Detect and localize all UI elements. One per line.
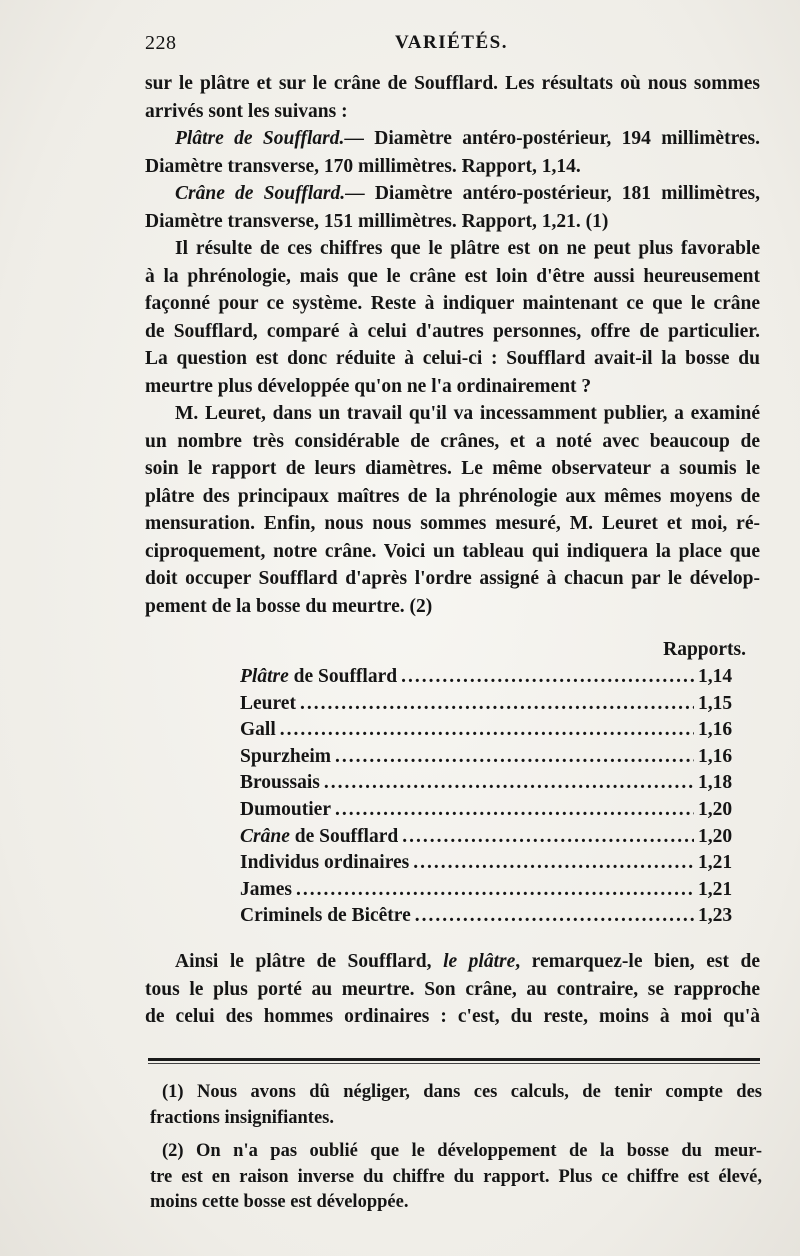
text-line: (1) Nous avons dû négliger, dans ces calculs, de tenir compte des bbox=[162, 1082, 762, 1102]
table-row bbox=[240, 850, 750, 877]
row-ratio-value: 1,18 bbox=[698, 772, 733, 794]
row-name-text: de Soufflard bbox=[288, 666, 398, 687]
row-name-text: Criminels de Bicêtre bbox=[240, 905, 411, 927]
footnote-rule-thin bbox=[148, 1063, 760, 1064]
body-text bbox=[145, 70, 760, 620]
text-line: sur le plâtre et sur le crâne de Soufflard. Les résultats où nous sommes bbox=[145, 73, 760, 94]
text-line: La question est donc réduite à celui-ci : Soufflard avait-il la bosse du bbox=[145, 348, 760, 369]
row-name bbox=[240, 770, 320, 797]
text-line: un nombre très considérable de crânes, et a noté avec beaucoup de bbox=[145, 430, 760, 452]
row-name bbox=[240, 664, 397, 691]
text-line bbox=[145, 180, 760, 208]
row-name-text: Broussais bbox=[240, 772, 320, 794]
footnote-1 bbox=[150, 1080, 762, 1131]
text-line: (2) On n'a pas oublié que le développement de la bosse du meur- bbox=[162, 1141, 762, 1161]
dot-leader bbox=[413, 850, 694, 877]
table-row bbox=[240, 797, 750, 824]
table-row bbox=[240, 717, 750, 744]
row-ratio-value: 1,21 bbox=[698, 878, 733, 900]
paragraph-leuret bbox=[145, 400, 760, 620]
row-name-text: Individus ordinaires bbox=[240, 852, 410, 874]
dot-leader bbox=[280, 717, 694, 744]
row-name bbox=[240, 877, 292, 904]
page-header bbox=[145, 30, 760, 64]
table-row bbox=[240, 691, 750, 718]
measurement-label: Plâtre de Soufflard. bbox=[175, 128, 345, 149]
row-ratio-value: 1,16 bbox=[698, 719, 733, 741]
text-line: M. Leuret, dans un travail qu'il va incessamment publier, a examiné bbox=[175, 403, 760, 424]
text-line: de Soufflard, comparé à celui d'autres personnes, offre de particulier. bbox=[145, 320, 760, 342]
dot-leader bbox=[300, 691, 694, 718]
table-header: Rapports. bbox=[663, 639, 746, 660]
row-name-text: James bbox=[240, 878, 292, 900]
row-ratio-value: 1,15 bbox=[698, 692, 733, 714]
table-row bbox=[240, 877, 750, 904]
table-row bbox=[240, 744, 750, 771]
measurement-platre bbox=[145, 125, 760, 180]
row-name bbox=[240, 797, 331, 824]
measurement-text: — Diamètre antéro-postérieur, 181 millimètres, bbox=[345, 183, 760, 204]
text-line: pement de la bosse du meurtre. (2) bbox=[145, 595, 433, 617]
text-line: Diamètre transverse, 170 millimètres. Rapport, 1,14. bbox=[145, 155, 581, 177]
text-line: tous le plus porté au meurtre. Son crâne, au contraire, se rapproche bbox=[145, 978, 760, 1000]
table-body bbox=[240, 664, 750, 930]
row-ratio-value: 1,20 bbox=[698, 825, 733, 847]
dot-leader bbox=[401, 664, 694, 691]
text-line: à la phrénologie, mais que le crâne est loin d'être aussi heureusement bbox=[145, 265, 760, 287]
row-ratio-value: 1,20 bbox=[698, 798, 733, 820]
row-name bbox=[240, 824, 398, 851]
paragraph-intro bbox=[145, 70, 760, 125]
ratio-table bbox=[145, 636, 760, 930]
text-line: plâtre des principaux maîtres de la phrénologie aux mêmes moyens de bbox=[145, 485, 760, 507]
text-line bbox=[145, 948, 760, 976]
text-line: Diamètre transverse, 151 millimètres. Rapport, 1,21. (1) bbox=[145, 210, 609, 232]
row-ratio-value: 1,21 bbox=[698, 852, 733, 874]
row-ratio-value: 1,23 bbox=[698, 905, 733, 927]
text-line: moins cette bosse est développée. bbox=[150, 1192, 409, 1212]
measurement-crane bbox=[145, 180, 760, 235]
dot-leader bbox=[335, 744, 694, 771]
text-line bbox=[145, 125, 760, 153]
paragraph-analysis bbox=[145, 235, 760, 400]
footnotes bbox=[150, 1080, 762, 1216]
dot-leader bbox=[296, 877, 694, 904]
text-segment: , remarquez-le bien, est de bbox=[515, 951, 760, 972]
dot-leader bbox=[415, 903, 694, 930]
dot-leader bbox=[324, 770, 694, 797]
text-line: ciproquement, notre crâne. Voici un tableau qui indiquera la place que bbox=[145, 540, 760, 562]
dot-leader bbox=[335, 797, 694, 824]
text-line: de celui des hommes ordinaires : c'est, du reste, moins à moi qu'à bbox=[145, 1006, 760, 1027]
footnote-2 bbox=[150, 1139, 762, 1216]
row-name-text: Spurzheim bbox=[240, 745, 332, 767]
row-name bbox=[240, 903, 411, 930]
text-line: fractions insignifiantes. bbox=[150, 1107, 334, 1128]
table-row bbox=[240, 770, 750, 797]
page-number: 228 bbox=[145, 32, 177, 54]
row-name bbox=[240, 717, 276, 744]
row-name-text: de Soufflard bbox=[289, 825, 399, 847]
text-line: façonné pour ce système. Reste à indiquer maintenant ce que le crâne bbox=[145, 293, 760, 314]
row-name-text: Gall bbox=[240, 719, 276, 741]
row-ratio-value: 1,14 bbox=[698, 666, 733, 687]
measurement-label: Crâne de Soufflard. bbox=[175, 183, 346, 204]
text-line: doit occuper Soufflard d'après l'ordre assigné à chacun par le dévelop- bbox=[145, 568, 760, 589]
row-name-emphasis: Crâne bbox=[240, 825, 290, 847]
measurement-text: — Diamètre antéro-postérieur, 194 millimètres. bbox=[344, 128, 761, 149]
row-ratio-value: 1,16 bbox=[698, 745, 733, 767]
text-segment: Ainsi le plâtre de Soufflard, bbox=[175, 951, 444, 972]
row-name-text: Dumoutier bbox=[240, 798, 331, 820]
text-line: soin le rapport de leurs diamètres. Le même observateur a soumis le bbox=[145, 458, 760, 479]
row-name-emphasis: Plâtre bbox=[240, 666, 289, 687]
table-row bbox=[240, 824, 750, 851]
text-line: arrivés sont les suivans : bbox=[145, 100, 348, 122]
dot-leader bbox=[402, 824, 694, 851]
text-line: meurtre plus développée qu'on ne l'a ordinairement ? bbox=[145, 375, 592, 397]
text-emphasis: le plâtre bbox=[443, 951, 516, 972]
paragraph-conclusion bbox=[145, 948, 760, 1031]
text-line: mensuration. Enfin, nous nous sommes mesuré, M. Leuret et moi, ré- bbox=[145, 513, 760, 534]
table-row bbox=[240, 664, 750, 691]
row-name bbox=[240, 691, 296, 718]
row-name bbox=[240, 850, 409, 877]
row-name-text: Leuret bbox=[240, 692, 296, 714]
footnote-rule bbox=[148, 1058, 760, 1061]
text-line: tre est en raison inverse du chiffre du rapport. Plus ce chiffre est élevé, bbox=[150, 1166, 762, 1187]
text-line: Il résulte de ces chiffres que le plâtre est on ne peut plus favorable bbox=[175, 238, 760, 259]
row-name bbox=[240, 744, 331, 771]
running-head: VARIÉTÉS. bbox=[395, 32, 508, 53]
table-row bbox=[240, 903, 750, 930]
